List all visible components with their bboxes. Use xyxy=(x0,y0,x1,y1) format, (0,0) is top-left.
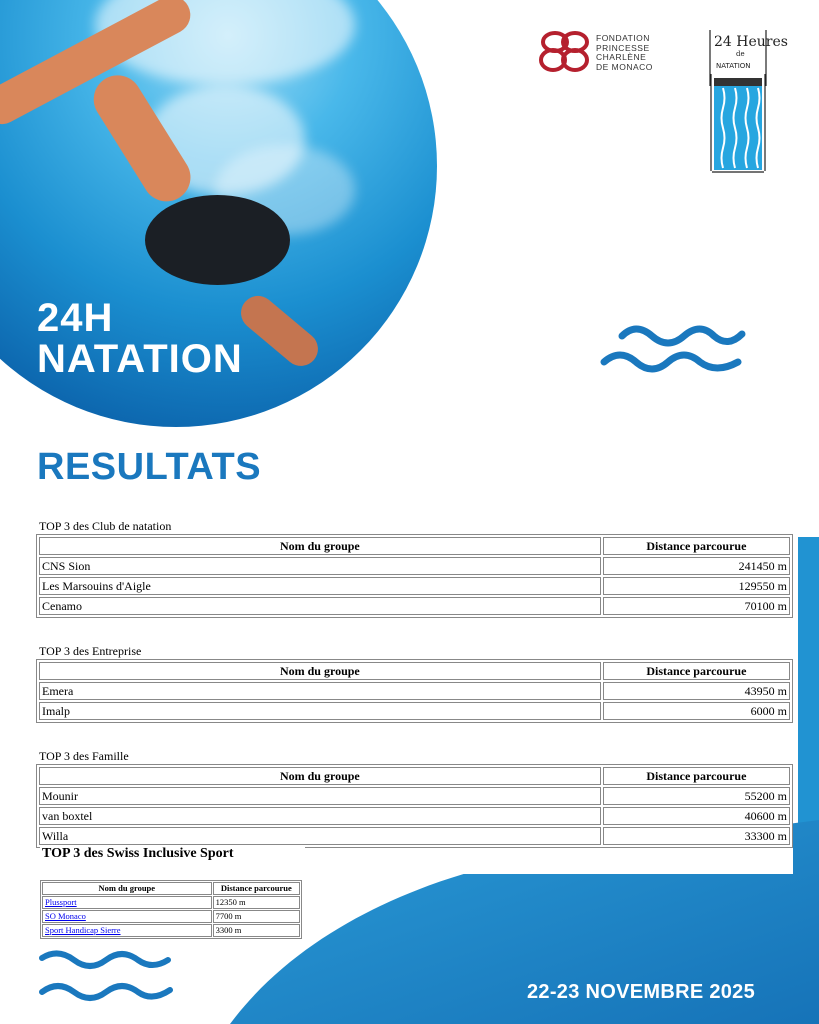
distance-value: 40600 m xyxy=(603,807,790,825)
swiss-title: TOP 3 des Swiss Inclusive Sport xyxy=(42,846,234,861)
column-header-distance: Distance parcourue xyxy=(213,882,300,895)
event-logo-line1: 24 Heures xyxy=(714,34,788,50)
column-header-name: Nom du groupe xyxy=(39,767,601,785)
wave-icon xyxy=(600,318,748,382)
table-row xyxy=(39,557,790,575)
column-header-name: Nom du groupe xyxy=(39,662,601,680)
column-header-distance: Distance parcourue xyxy=(603,662,790,680)
distance-value: 12350 m xyxy=(213,896,300,909)
table-row xyxy=(42,896,300,909)
group-name: Willa xyxy=(39,827,601,845)
table-row xyxy=(39,807,790,825)
event-logo-line3: NATATION xyxy=(716,62,751,70)
table-block xyxy=(36,749,793,848)
group-link-sport-handicap-sierre[interactable]: Sport Handicap Sierre xyxy=(45,925,121,935)
distance-value: 43950 m xyxy=(603,682,790,700)
group-name: Emera xyxy=(39,682,601,700)
distance-value: 3300 m xyxy=(213,924,300,937)
table-caption: TOP 3 des Entreprise xyxy=(39,644,142,658)
results-table xyxy=(36,534,793,618)
group-name: Mounir xyxy=(39,787,601,805)
table-row xyxy=(39,577,790,595)
table-row xyxy=(39,702,790,720)
fpc-line3: CHARLÈNE xyxy=(596,52,647,62)
fondation-logo xyxy=(537,28,667,78)
event-date: 22-23 NOVEMBRE 2025 xyxy=(527,981,756,1003)
swiss-inclusive-block xyxy=(40,846,305,939)
wave-icon-bottom xyxy=(38,948,178,1010)
swiss-table xyxy=(40,880,302,939)
fpc-line2: PRINCESSE xyxy=(596,42,650,53)
table-row xyxy=(42,910,300,923)
fpc-line1: FONDATION xyxy=(596,33,650,43)
fondation-emblem-icon xyxy=(537,28,593,76)
distance-value: 6000 m xyxy=(603,702,790,720)
column-header-distance: Distance parcourue xyxy=(603,537,790,555)
group-name: van boxtel xyxy=(39,807,601,825)
results-area xyxy=(36,519,793,874)
results-table xyxy=(36,659,793,723)
distance-value: 70100 m xyxy=(603,597,790,615)
column-header-name: Nom du groupe xyxy=(39,537,601,555)
distance-value: 33300 m xyxy=(603,827,790,845)
group-name: CNS Sion xyxy=(39,557,601,575)
table-caption: TOP 3 des Club de natation xyxy=(39,519,172,533)
group-name: Imalp xyxy=(39,702,601,720)
table-row xyxy=(39,787,790,805)
results-table xyxy=(36,764,793,848)
fpc-line4: DE MONACO xyxy=(596,61,653,72)
hero-title-line2: NATATION xyxy=(37,337,243,381)
group-name: Les Marsouins d'Aigle xyxy=(39,577,601,595)
hero-title xyxy=(37,298,243,380)
group-name: Cenamo xyxy=(39,597,601,615)
distance-value: 129550 m xyxy=(603,577,790,595)
hero-title-line1: 24H xyxy=(37,296,114,340)
section-title: RESULTATS xyxy=(37,446,262,488)
table-caption: TOP 3 des Famille xyxy=(39,749,129,763)
distance-value: 241450 m xyxy=(603,557,790,575)
distance-value: 55200 m xyxy=(603,787,790,805)
column-header-distance: Distance parcourue xyxy=(603,767,790,785)
table-block xyxy=(36,644,793,723)
distance-value: 7700 m xyxy=(213,910,300,923)
group-link-so-monaco[interactable]: SO Monaco xyxy=(45,911,86,921)
group-link-plussport[interactable]: Plussport xyxy=(45,897,77,907)
table-row xyxy=(42,924,300,937)
table-block xyxy=(36,519,793,618)
table-row xyxy=(39,682,790,700)
event-logo-line2: de xyxy=(736,50,745,58)
table-row xyxy=(39,827,790,845)
column-header-name: Nom du groupe xyxy=(42,882,212,895)
event-logo xyxy=(708,26,788,176)
table-row xyxy=(39,597,790,615)
